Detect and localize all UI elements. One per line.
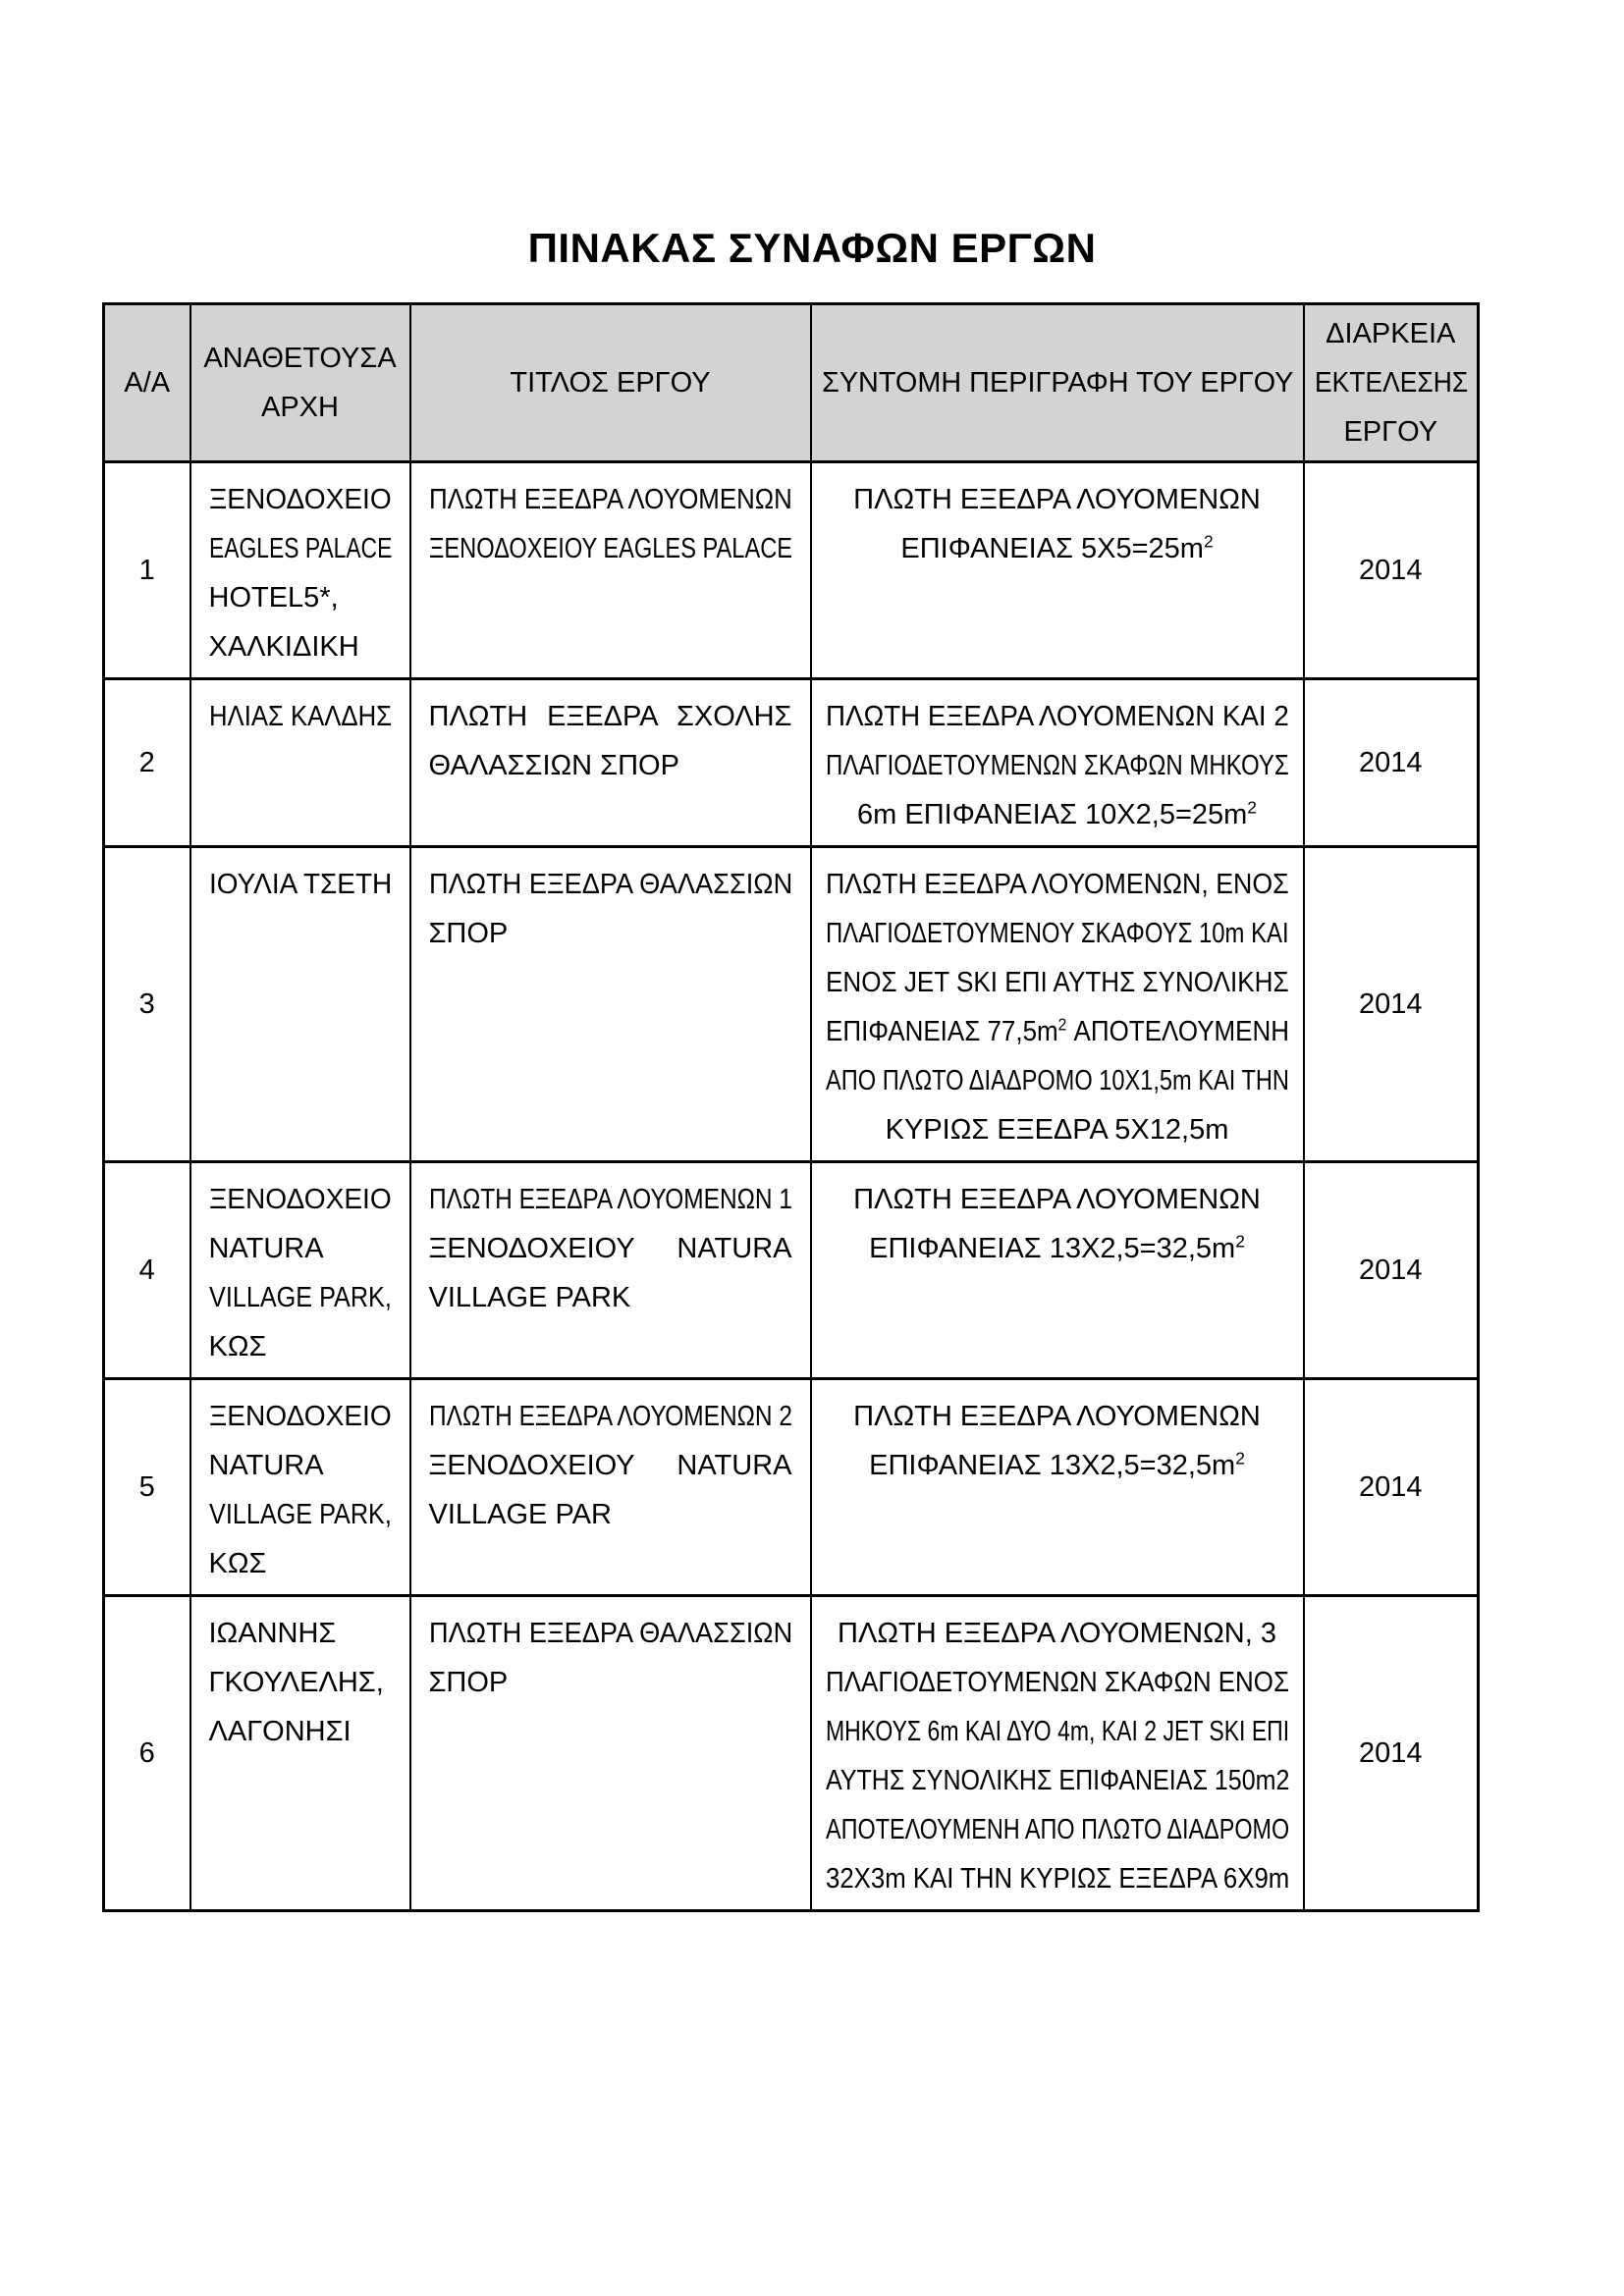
cell-index: [104, 847, 190, 1162]
project-title-line: ΞΕΝΟΔΟΧΕΙΟΥ EAGLES PALACE: [428, 533, 792, 564]
authority-line: ΚΩΣ: [208, 1331, 267, 1362]
description-line: ΠΛΩΤΗ ΕΞΕΔΡΑ ΛΟΥΟΜΕΝΩΝ ΚΑΙ 2: [825, 701, 1289, 732]
header-row: [104, 304, 1479, 462]
cell-project-title: [410, 847, 811, 1162]
row-number: 4: [138, 1255, 155, 1286]
description-line: ΠΛΑΓΙΟΔΕΤΟΥΜΕΝΟΥ ΣΚΑΦΟΥΣ 10m ΚΑΙ: [825, 918, 1289, 949]
duration-value: 2014: [1358, 747, 1423, 778]
description-line: ΠΛΩΤΗ ΕΞΕΔΡΑ ΛΟΥΟΜΕΝΩΝ: [853, 1401, 1261, 1432]
authority-line: HOTEL5*,: [208, 582, 339, 614]
page-title: ΠΙΝΑΚΑΣ ΣΥΝΑΦΩΝ ΕΡΓΩΝ: [527, 225, 1097, 271]
authority-line: VILLAGE PARK,: [208, 1282, 392, 1313]
project-title-line: ΞΕΝΟΔΟΧΕΙΟΥ NATURA: [428, 1233, 792, 1264]
cell-description: [811, 847, 1304, 1162]
cell-project-title: [410, 1162, 811, 1379]
header-line: ΑΝΑΘΕΤΟΥΣΑ: [203, 343, 397, 374]
cell-duration: [1304, 1162, 1479, 1379]
authority-line: ΙΩΑΝΝΗΣ: [208, 1618, 337, 1649]
description-line: ΑΥΤΗΣ ΣΥΝΟΛΙΚΗΣ ΕΠΙΦΑΝΕΙΑΣ 150m2: [825, 1765, 1289, 1796]
cell-description: [811, 1162, 1304, 1379]
cell-authority: [190, 1596, 410, 1911]
project-title-line: ΣΠΟΡ: [428, 1667, 509, 1698]
duration-value: 2014: [1358, 555, 1423, 586]
cell-index: [104, 1596, 190, 1911]
header-line: ΕΚΤΕΛΕΣΗΣ: [1314, 367, 1468, 399]
cell-authority: [190, 1162, 410, 1379]
cell-authority: [190, 847, 410, 1162]
row-number: 6: [138, 1737, 155, 1769]
table-row: [104, 1162, 1479, 1379]
description-line: ΚΥΡΙΩΣ ΕΞΕΔΡΑ 5X12,5m: [885, 1114, 1229, 1146]
duration-value: 2014: [1358, 1255, 1423, 1286]
cell-duration: [1304, 1596, 1479, 1911]
description-line: ΠΛΩΤΗ ΕΞΕΔΡΑ ΛΟΥΟΜΕΝΩΝ, 3: [838, 1618, 1276, 1649]
col-header-duration: [1304, 304, 1479, 462]
description-line: ΕΠΙΦΑΝΕΙΑΣ $13X2,5=32,5m^2$: [869, 1231, 1245, 1264]
duration-value: 2014: [1358, 1737, 1423, 1769]
cell-duration: [1304, 679, 1479, 847]
col-header-authority: [190, 304, 410, 462]
cell-duration: [1304, 847, 1479, 1162]
header-line: ΕΡΓΟΥ: [1343, 416, 1438, 448]
project-title-line: ΘΑΛΑΣΣΙΩΝ ΣΠΟΡ: [428, 750, 679, 781]
cell-project-title: [410, 679, 811, 847]
description-line: ΠΛΩΤΗ ΕΞΕΔΡΑ ΛΟΥΟΜΕΝΩΝ: [853, 1184, 1261, 1215]
project-title-line: VILLAGE PAR: [428, 1499, 612, 1530]
authority-line: VILLAGE PARK,: [208, 1499, 392, 1530]
table-row: [104, 1379, 1479, 1596]
table-row: [104, 847, 1479, 1162]
col-header-index: [104, 304, 190, 462]
description-line: ΕΝΟΣ JET SKI ΕΠΙ ΑΥΤΗΣ ΣΥΝΟΛΙΚΗΣ: [825, 967, 1289, 998]
cell-description: [811, 462, 1304, 679]
cell-authority: [190, 679, 410, 847]
description-line: ΠΛΩΤΗ ΕΞΕΔΡΑ ΛΟΥΟΜΕΝΩΝ, ΕΝΟΣ: [825, 869, 1289, 900]
description-line: ΑΠΟΤΕΛΟΥΜΕΝΗ ΑΠΟ ΠΛΩΤΟ ΔΙΑΔΡΟΜΟ: [825, 1814, 1289, 1845]
table-row: [104, 1596, 1479, 1911]
duration-value: 2014: [1358, 1471, 1423, 1503]
cell-description: [811, 1596, 1304, 1911]
row-number: 1: [138, 555, 155, 586]
authority-line: ΞΕΝΟΔΟΧΕΙΟ: [208, 484, 392, 515]
row-number: 3: [138, 988, 155, 1020]
description-line: ΠΛΩΤΗ ΕΞΕΔΡΑ ΛΟΥΟΜΕΝΩΝ: [853, 484, 1261, 515]
project-title-line: ΣΠΟΡ: [428, 918, 509, 949]
cell-authority: [190, 1379, 410, 1596]
cell-index: [104, 1162, 190, 1379]
description-line: ΕΠΙΦΑΝΕΙΑΣ $5X5=25m^2$: [900, 531, 1214, 564]
row-number: 2: [138, 747, 155, 778]
authority-line: ΙΟΥΛΙΑ ΤΣΕΤΗ: [208, 869, 392, 900]
project-title-line: ΠΛΩΤΗ ΕΞΕΔΡΑ ΘΑΛΑΣΣΙΩΝ: [428, 869, 792, 900]
authority-line: ΧΑΛΚΙΔΙΚΗ: [208, 631, 359, 663]
cell-project-title: [410, 1596, 811, 1911]
table-row: [104, 462, 1479, 679]
description-line: 6m ΕΠΙΦΑΝΕΙΑΣ $10X2,5=25m^2$: [857, 797, 1257, 830]
cell-index: [104, 462, 190, 679]
header-line: ΣΥΝΤΟΜΗ ΠΕΡΙΓΡΑΦΗ ΤΟΥ ΕΡΓΟΥ: [821, 367, 1293, 399]
row-number: 5: [138, 1471, 155, 1503]
description-line: ΑΠΟ ΠΛΩΤΟ ΔΙΑΔΡΟΜΟ 10X1,5m ΚΑΙ ΤΗΝ: [825, 1065, 1289, 1096]
authority-line: ΚΩΣ: [208, 1548, 267, 1579]
col-header-description: [811, 304, 1304, 462]
cell-duration: [1304, 462, 1479, 679]
cell-index: [104, 1379, 190, 1596]
description-line: ΜΗΚΟΥΣ 6m ΚΑΙ ΔΥΟ 4m, ΚΑΙ 2 JET SKI ΕΠΙ: [825, 1716, 1289, 1747]
project-title-line: ΠΛΩΤΗ ΕΞΕΔΡΑ ΛΟΥΟΜΕΝΩΝ 1: [428, 1184, 792, 1215]
header-line: ΑΡΧΗ: [261, 392, 339, 423]
cell-duration: [1304, 1379, 1479, 1596]
authority-line: NATURA: [208, 1233, 324, 1264]
project-title-line: ΠΛΩΤΗ ΕΞΕΔΡΑ ΛΟΥΟΜΕΝΩΝ: [428, 484, 792, 515]
cell-index: [104, 679, 190, 847]
authority-line: EAGLES PALACE: [208, 533, 392, 564]
cell-project-title: [410, 462, 811, 679]
description-line: 32X3m ΚΑΙ ΤΗΝ ΚΥΡΙΩΣ ΕΞΕΔΡΑ 6X9m: [825, 1863, 1289, 1895]
authority-line: ΓΚΟΥΛΕΛΗΣ,: [208, 1667, 384, 1698]
projects-table: [102, 302, 1480, 1912]
authority-line: ΛΑΓΟΝΗΣΙ: [208, 1716, 352, 1747]
table-row: [104, 679, 1479, 847]
duration-value: 2014: [1358, 988, 1423, 1020]
project-title-line: VILLAGE PARK: [428, 1282, 631, 1313]
authority-line: ΞΕΝΟΔΟΧΕΙΟ: [208, 1401, 392, 1432]
project-title-line: ΠΛΩΤΗ ΕΞΕΔΡΑ ΣΧΟΛΗΣ: [428, 701, 792, 732]
description-line: ΠΛΑΓΙΟΔΕΤΟΥΜΕΝΩΝ ΣΚΑΦΩΝ ΕΝΟΣ: [825, 1667, 1289, 1698]
table-body: [104, 462, 1479, 1911]
cell-project-title: [410, 1379, 811, 1596]
cell-description: [811, 679, 1304, 847]
authority-line: ΗΛΙΑΣ ΚΑΛΔΗΣ: [208, 701, 392, 732]
cell-authority: [190, 462, 410, 679]
col-header-title: [410, 304, 811, 462]
project-title-line: ΠΛΩΤΗ ΕΞΕΔΡΑ ΛΟΥΟΜΕΝΩΝ 2: [428, 1401, 792, 1432]
project-title-line: ΞΕΝΟΔΟΧΕΙΟΥ NATURA: [428, 1450, 792, 1481]
header-line: Α/Α: [124, 367, 171, 399]
authority-line: NATURA: [208, 1450, 324, 1481]
project-title-line: ΠΛΩΤΗ ΕΞΕΔΡΑ ΘΑΛΑΣΣΙΩΝ: [428, 1618, 792, 1649]
header-line: ΔΙΑΡΚΕΙΑ: [1326, 318, 1456, 349]
description-line: ΠΛΑΓΙΟΔΕΤΟΥΜΕΝΩΝ ΣΚΑΦΩΝ ΜΗΚΟΥΣ: [825, 750, 1289, 781]
authority-line: ΞΕΝΟΔΟΧΕΙΟ: [208, 1184, 392, 1215]
description-line: ΕΠΙΦΑΝΕΙΑΣ $13X2,5=32,5m^2$: [869, 1448, 1245, 1481]
description-line: ΕΠΙΦΑΝΕΙΑΣ $77,5m^2$ ΑΠΟΤΕΛΟΥΜΕΝΗ: [825, 1014, 1289, 1047]
cell-description: [811, 1379, 1304, 1596]
header-line: ΤΙΤΛΟΣ ΕΡΓΟΥ: [510, 367, 711, 399]
